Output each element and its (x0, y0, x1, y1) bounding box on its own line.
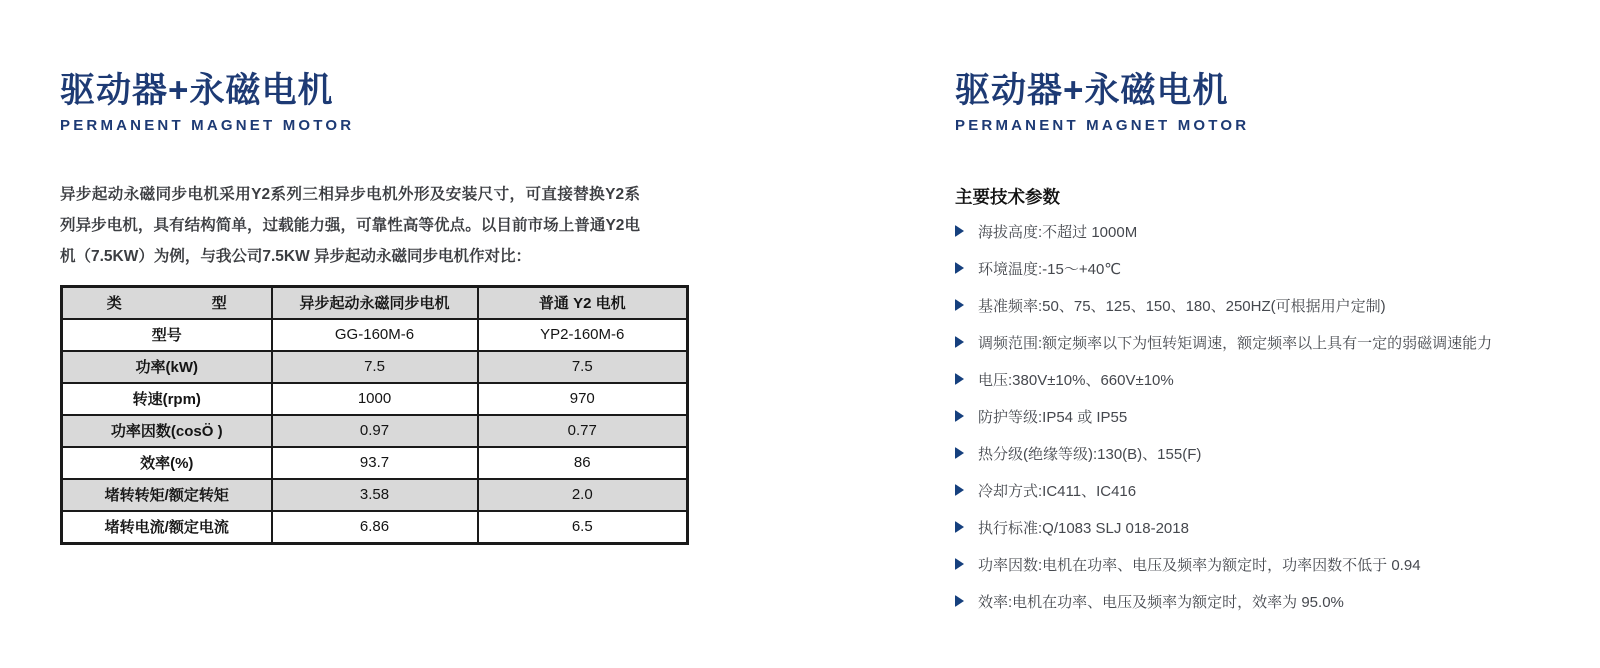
triangle-bullet-icon (955, 447, 964, 459)
left-header (60, 72, 700, 134)
row-label: 效率(%) (62, 447, 272, 479)
y2-value: 86 (478, 447, 688, 479)
row-label: 功率(kW) (62, 351, 272, 383)
section-heading: 主要技术参数 (955, 186, 1060, 207)
table-row (62, 319, 688, 351)
list-item (955, 324, 1545, 361)
list-item (955, 398, 1545, 435)
table-header-row (62, 286, 688, 319)
comparison-table (60, 285, 689, 545)
page-subtitle: PERMANENT MAGNET MOTOR (60, 116, 355, 134)
triangle-bullet-icon (955, 262, 964, 274)
y2-value: 0.77 (478, 415, 688, 447)
triangle-bullet-icon (955, 595, 964, 607)
intro-paragraph: 异步起动永磁同步电机采用Y2系列三相异步电机外形及安装尺寸，可直接替换Y2系列异步电机，具有结构简单，过载能力强，可靠性高等优点。以目前市场上普通Y2电机（7.5KW）为例，与我公司7.5KW 异步起动永磁同步电机作对比： (60, 185, 640, 265)
table-row (62, 383, 688, 415)
list-item (955, 287, 1545, 324)
spec-text: 功率因数:电机在功率、电压及频率为额定时，功率因数不低于 0.94 (978, 556, 1421, 574)
spec-text: 基准频率:50、75、125、150、180、250HZ(可根据用户定制) (978, 297, 1386, 315)
y2-value: YP2-160M-6 (478, 319, 688, 351)
pm-value: GG-160M-6 (272, 319, 478, 351)
spec-text: 防护等级:IP54 或 IP55 (978, 408, 1128, 426)
y2-value: 970 (478, 383, 688, 415)
triangle-bullet-icon (955, 484, 964, 496)
pm-value: 7.5 (272, 351, 478, 383)
list-item (955, 472, 1545, 509)
spec-text: 执行标准:Q/1083 SLJ 018-2018 (978, 519, 1189, 537)
row-label: 功率因数(cosÖ ) (62, 415, 272, 447)
triangle-bullet-icon (955, 299, 964, 311)
page-title: 驱动器+永磁电机 (60, 71, 334, 110)
list-item (955, 361, 1545, 398)
table-row (62, 415, 688, 447)
triangle-bullet-icon (955, 521, 964, 533)
list-item (955, 435, 1545, 472)
list-item (955, 583, 1545, 620)
table-row (62, 447, 688, 479)
spec-text: 热分级(绝缘等级):130(B)、155(F) (978, 445, 1202, 463)
list-item (955, 509, 1545, 546)
list-item (955, 213, 1545, 250)
triangle-bullet-icon (955, 558, 964, 570)
y2-value: 6.5 (478, 511, 688, 544)
spec-text: 调频范围:额定频率以下为恒转矩调速，额定频率以上具有一定的弱磁调速能力 (978, 334, 1493, 352)
page-subtitle: PERMANENT MAGNET MOTOR (955, 116, 1250, 134)
triangle-bullet-icon (955, 410, 964, 422)
right-page (955, 72, 1545, 620)
spec-text: 电压:380V±10%、660V±10% (978, 371, 1174, 389)
row-label: 转速(rpm) (62, 383, 272, 415)
row-label: 堵转转矩/额定转矩 (62, 479, 272, 511)
col-header-pm-motor: 异步起动永磁同步电机 (272, 286, 478, 319)
left-page (60, 72, 700, 545)
y2-value: 2.0 (478, 479, 688, 511)
triangle-bullet-icon (955, 225, 964, 237)
row-label: 型号 (62, 319, 272, 351)
spec-text: 海拔高度:不超过 1000M (978, 223, 1138, 241)
pm-value: 6.86 (272, 511, 478, 544)
right-header (955, 72, 1545, 134)
triangle-bullet-icon (955, 373, 964, 385)
spec-text: 效率:电机在功率、电压及频率为额定时，效率为 95.0% (978, 593, 1344, 611)
table-row (62, 511, 688, 544)
spec-text: 冷却方式:IC411、IC416 (978, 482, 1137, 500)
pm-value: 3.58 (272, 479, 478, 511)
y2-value: 7.5 (478, 351, 688, 383)
list-item (955, 546, 1545, 583)
list-item (955, 250, 1545, 287)
pm-value: 93.7 (272, 447, 478, 479)
col-header-type: 类 型 (62, 286, 272, 319)
spec-list (955, 213, 1545, 620)
table-row (62, 479, 688, 511)
pm-value: 1000 (272, 383, 478, 415)
table-row (62, 351, 688, 383)
col-header-y2-motor: 普通 Y2 电机 (478, 286, 688, 319)
pm-value: 0.97 (272, 415, 478, 447)
row-label: 堵转电流/额定电流 (62, 511, 272, 544)
page-title: 驱动器+永磁电机 (955, 71, 1229, 110)
triangle-bullet-icon (955, 336, 964, 348)
spec-text: 环境温度:-15～+40℃ (978, 260, 1122, 278)
